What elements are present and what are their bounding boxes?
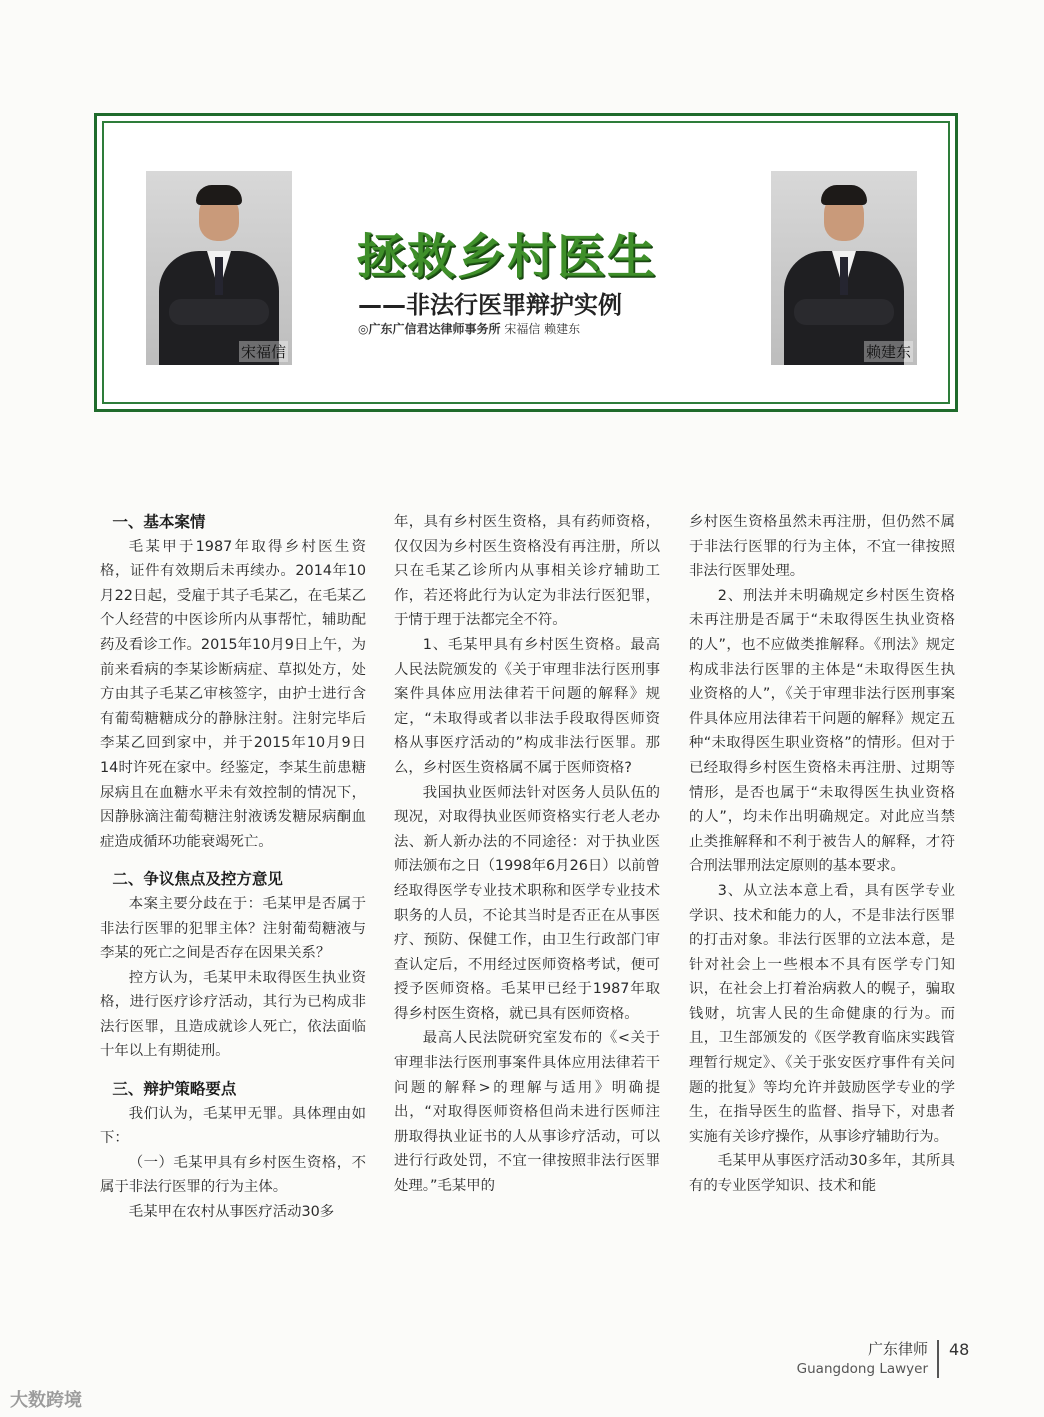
article-column-3	[689, 510, 955, 1199]
paragraph: 最高人民法院研究室发布的《<关于审理非法行医刑事案件具体应用法律若干问题的解释>的理解与适用》明确提出，“对取得医师资格但尚未进行医师注册取得执业证书的人从事诊疗活动，可以进行行政处罚，不宜一律按照非法行医罪处理。”毛某甲的	[394, 1030, 660, 1195]
paragraph: 毛某甲从事医疗活动30多年，其所具有的专业医学知识、技术和能	[689, 1153, 955, 1195]
paragraph: 乡村医生资格虽然未再注册，但仍然不属于非法行医罪的行为主体，不宜一律按照非法行医罪处理。	[689, 514, 955, 580]
paragraph: 我国执业医师法针对医务人员队伍的现况，对取得执业医师资格实行老人老办法、新人新办法的不同途径：对于执业医师法颁布之日（1998年6月26日）以前曾经取得医学专业技术职称和医学专业技术职务的人员，不论其当时是否正在从事医疗、预防、保健工作，由卫生行政部门审查认定后，不用经过医师资格考试，便可授予医师资格。毛某甲已经于1987年取得乡村医生资格，就已具有医师资格。	[394, 784, 660, 1022]
magazine-name-cn: 广东律师	[867, 1340, 928, 1358]
paragraph: （一）毛某甲具有乡村医生资格，不属于非法行医罪的行为主体。	[100, 1154, 366, 1196]
article-column-1	[100, 510, 366, 1225]
paragraph: 1、毛某甲具有乡村医生资格。最高人民法院颁发的《关于审理非法行医刑事案件具体应用法律若干问题的解释》规定，“未取得或者以非法手段取得医师资格从事医疗活动的”构成非法行医罪。那么，乡村医生资格属不属于医师资格?	[394, 636, 660, 776]
title-banner	[94, 113, 958, 412]
person-figure	[146, 171, 292, 365]
article-subtitle: ——非法行医罪辩护实例	[358, 291, 622, 319]
paragraph: 我们认为，毛某甲无罪。具体理由如下：	[100, 1105, 366, 1147]
author-photo-right	[771, 171, 917, 365]
person-figure	[771, 171, 917, 365]
magazine-name-en: Guangdong Lawyer	[796, 1361, 928, 1377]
footer-divider	[937, 1340, 939, 1378]
page-number: 48	[949, 1340, 970, 1359]
paragraph: 3、从立法本意上看，具有医学专业学识、技术和能力的人，不是非法行医罪的打击对象。非法行医罪的立法本意，是针对社会上一些根本不具有医学专门知识，在社会上打着治病救人的幌子，骗取钱财，坑害人民的生命健康的行为。而且，卫生部颁发的《医学教育临床实践管理暂行规定》、《关于张安医疗事件有关问题的批复》等均允许并鼓励医学专业的学生，在指导医生的监督、指导下，对患者实施有关诊疗操作，从事诊疗辅助行为。	[689, 882, 955, 1145]
article-column-2	[394, 510, 660, 1199]
section-heading-defense: 三、辩护策略要点	[112, 1080, 237, 1099]
paragraph: 年，具有乡村医生资格，具有药师资格，仅仅因为乡村医生资格没有再注册，所以只在毛某乙诊所内从事相关诊疗辅助工作，若还将此行为认定为非法行医犯罪，于情于理于法都完全不符。	[394, 514, 660, 629]
article-credit	[358, 320, 580, 337]
watermark: 大数跨境	[10, 1390, 82, 1411]
paragraph: 2、刑法并未明确规定乡村医生资格未再注册是否属于“未取得医生执业资格的人”，也不应做类推解释。《刑法》规定构成非法行医罪的主体是“未取得医生执业资格的人”，《关于审理非法行医刑事案件具体应用法律若干问题的解释》规定五种“未取得医生职业资格”的情形。但对于已经取得乡村医生资格未再注册、过期等情形，是否也属于“未取得医生执业资格的人”，均未作出明确规定。对此应当禁止类推解释和不利于被告人的解释，才符合刑法罪刑法定原则的基本要求。	[689, 587, 955, 875]
credit-org: ◎广东广信君达律师事务所	[358, 322, 501, 336]
paragraph: 毛某甲于1987年取得乡村医生资格，证件有效期后未再续办。2014年10月22日起，受雇于其子毛某乙，在毛某乙个人经营的中医诊所内从事帮忙，辅助配药及看诊工作。2015年10月9日上午，为前来看病的李某诊断病症、草拟处方，处方由其子毛某乙审核签字，由护士进行含有葡萄糖糖成分的静脉注射。注射完毕后李某乙回到家中，并于2015年10月9日14时许死在家中。经鉴定，李某生前患糖尿病且在血糖水平未有效控制的情况下，因静脉滴注葡萄糖注射液诱发糖尿病酮血症造成循环功能衰竭死亡。	[100, 538, 366, 850]
author-name-left: 宋福信	[240, 343, 286, 361]
author-photo-left	[146, 171, 292, 365]
banner-inner-frame	[102, 121, 950, 404]
magazine-footer	[797, 1339, 928, 1379]
credit-authors: 宋福信 赖建东	[504, 322, 581, 336]
paragraph: 本案主要分歧在于：毛某甲是否属于非法行医罪的犯罪主体？注射葡萄糖液与李某的死亡之间是否存在因果关系？	[100, 895, 366, 962]
section-heading-basic-facts: 一、基本案情	[112, 513, 206, 531]
section-heading-dispute: 二、争议焦点及控方意见	[112, 870, 283, 889]
author-name-right: 赖建东	[865, 343, 911, 361]
paragraph: 控方认为，毛某甲未取得医生执业资格，进行医疗诊疗活动，其行为已构成非法行医罪，且造成就诊人死亡，依法面临十年以上有期徒刑。	[100, 969, 366, 1060]
paragraph: 毛某甲在农村从事医疗活动30多	[128, 1204, 335, 1221]
article-title: 拯救乡村医生	[357, 229, 658, 285]
